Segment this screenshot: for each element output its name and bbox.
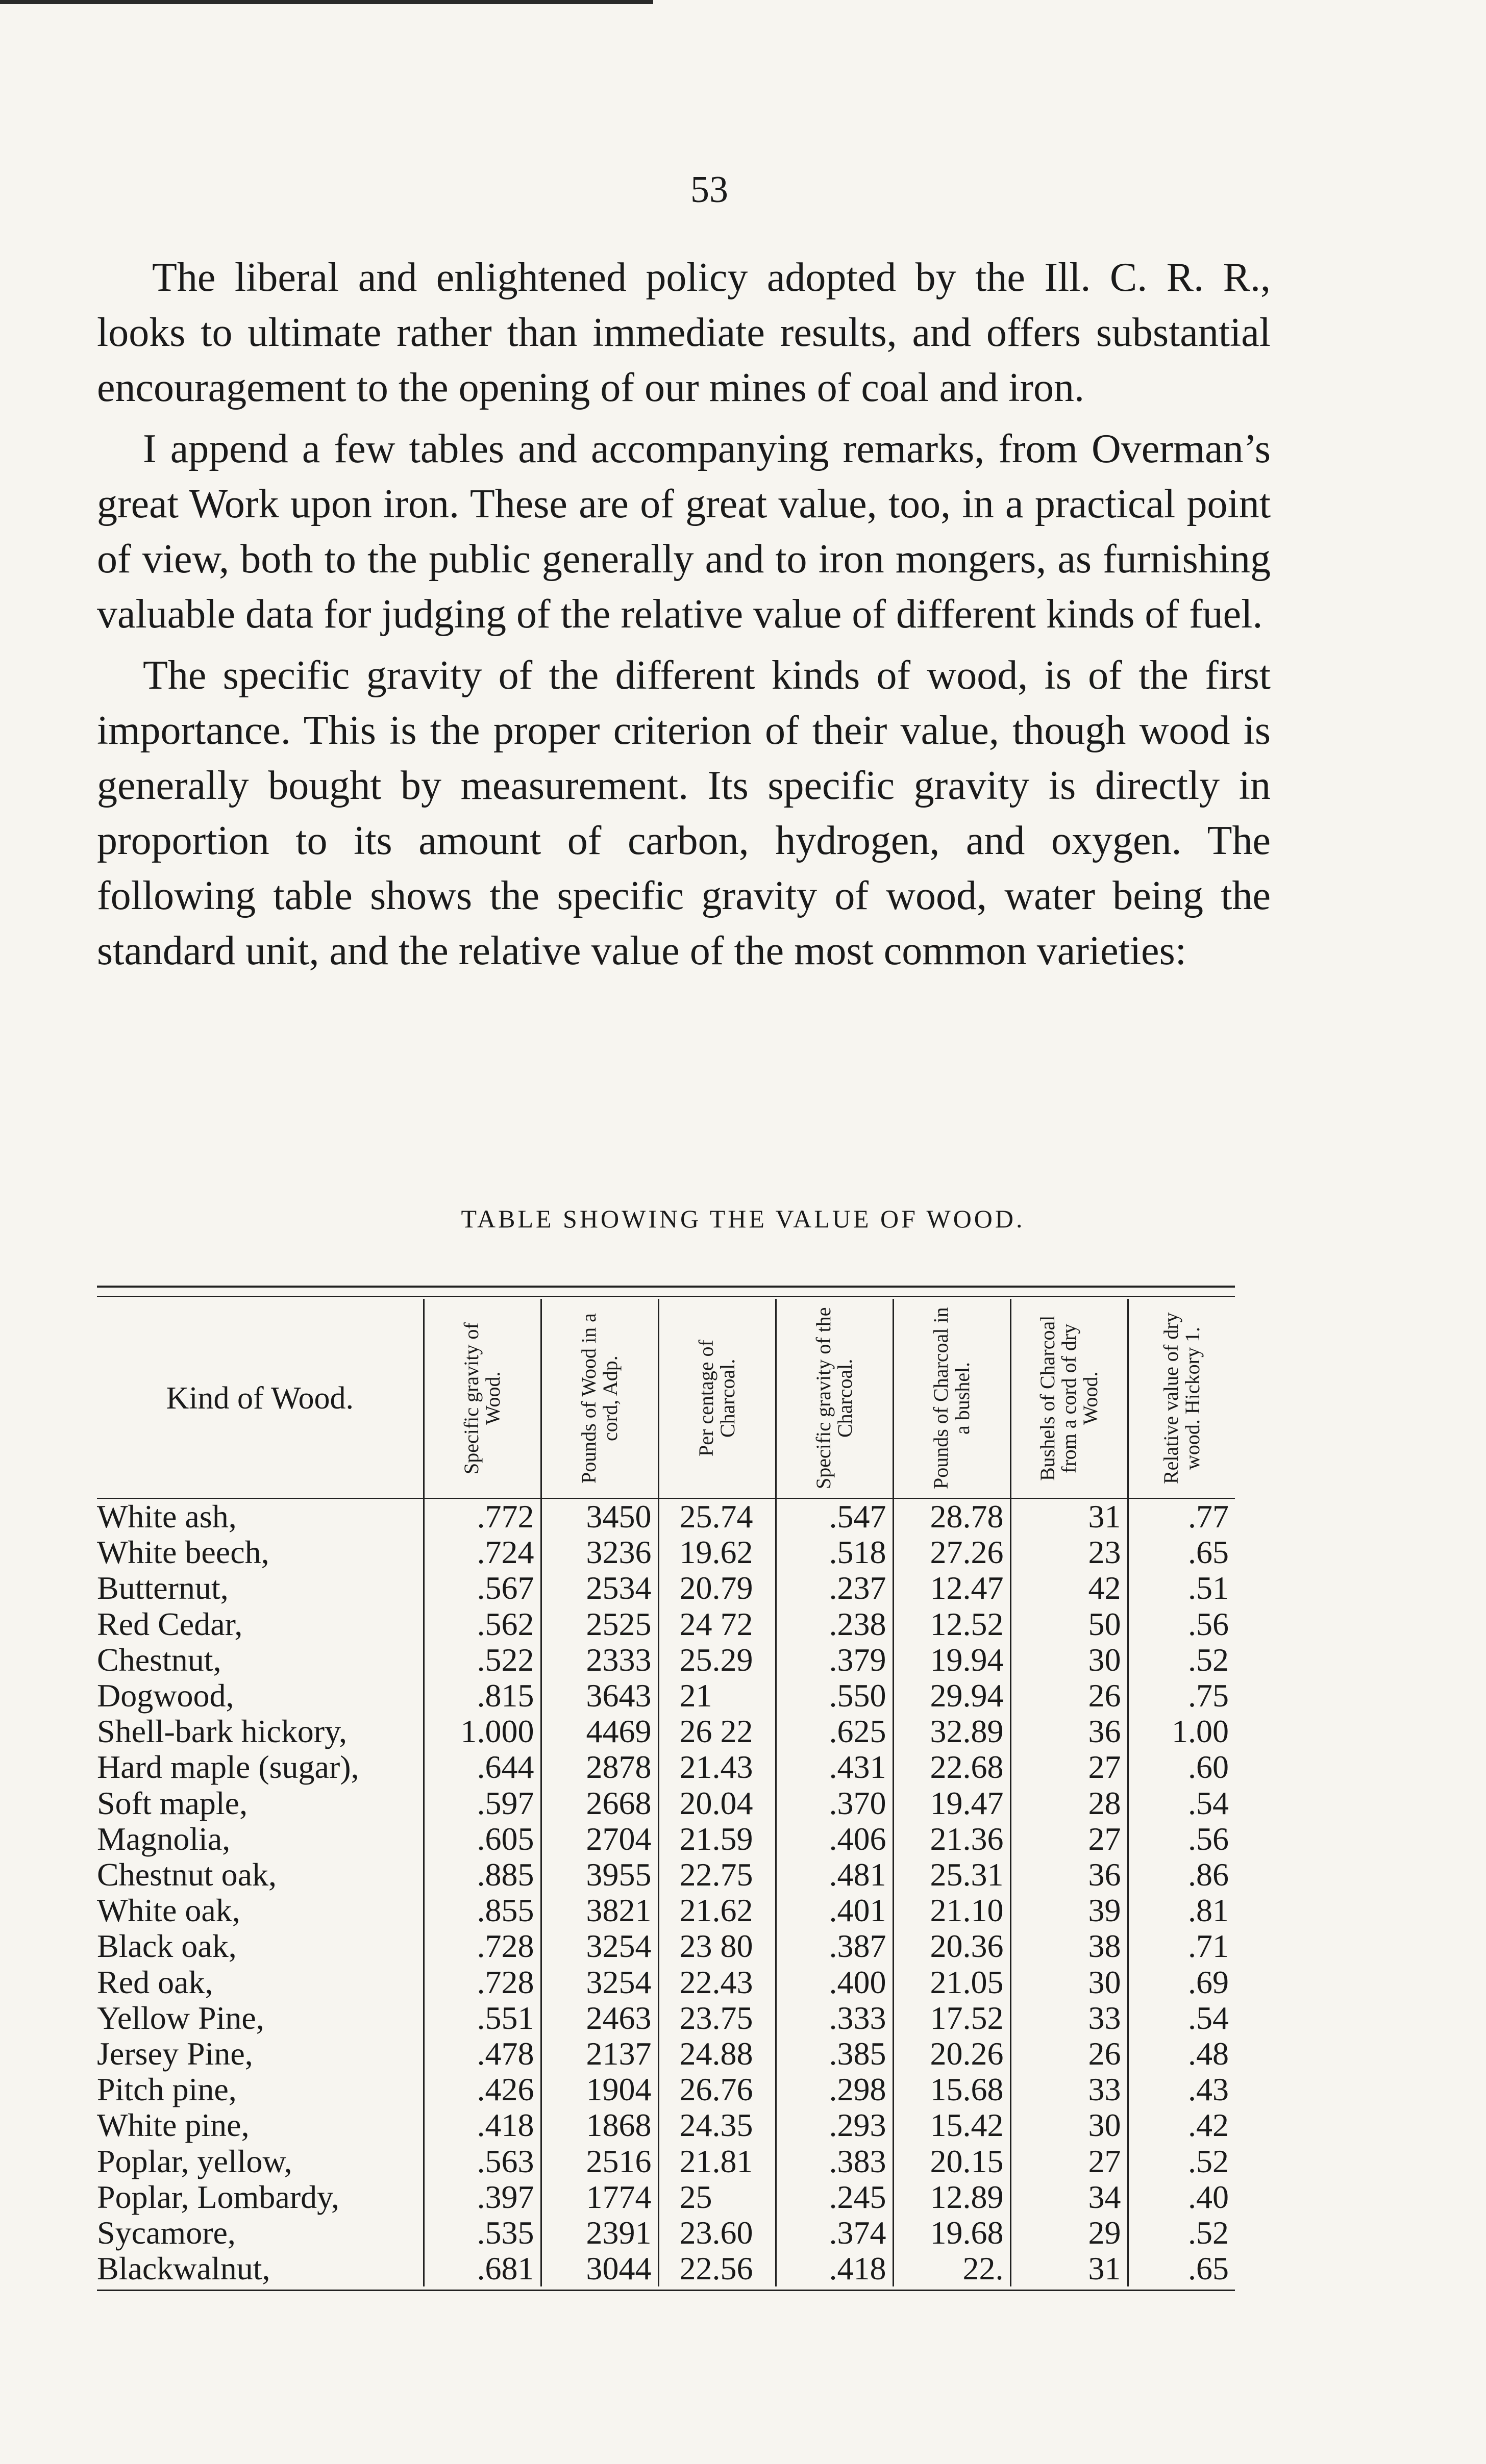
cell-specific-gravity: .605 — [424, 1821, 541, 1857]
cell-pounds-per-cord: 2137 — [541, 2036, 658, 2072]
cell-specific-gravity: .772 — [424, 1498, 541, 1535]
cell-kind-of-wood: Chestnut oak, — [97, 1856, 277, 1893]
cell-charcoal-per-bushel: 28.78 — [893, 1498, 1010, 1535]
table-row — [97, 2036, 1235, 2072]
cell-charcoal-gravity: .481 — [776, 1857, 893, 1893]
cell-specific-gravity: .597 — [424, 1786, 541, 1821]
cell-percentage-charcoal: 21.81 — [658, 2144, 776, 2179]
header-specific-gravity-label: Specific gravity of Wood. — [460, 1322, 504, 1474]
cell-specific-gravity: .815 — [424, 1678, 541, 1714]
cell-bushels-per-cord: 33 — [1010, 2000, 1128, 2036]
cell-bushels-per-cord: 36 — [1010, 1714, 1128, 1749]
cell-bushels-per-cord: 31 — [1010, 1498, 1128, 1535]
paragraph-3: The specific gravity of the different kinds of wood, is of the first importance. This is the proper criterion of their value, though wood is generally bought by measurement. Its specific gravity is directly in proportion to its amount of carbon, hydrogen, and oxygen. The following table shows the specific gravity of wood, water being the standard unit, and the relative value of the most common varieties: — [97, 653, 1271, 973]
cell-bushels-per-cord: 30 — [1010, 1642, 1128, 1678]
wood-value-table-wrap — [97, 1286, 1235, 2291]
cell-bushels-per-cord: 31 — [1010, 2251, 1128, 2286]
cell-pounds-per-cord: 3955 — [541, 1857, 658, 1893]
wood-value-table — [97, 1299, 1235, 2286]
cell-charcoal-gravity: .374 — [776, 2215, 893, 2251]
cell-charcoal-per-bushel: 29.94 — [893, 1678, 1010, 1714]
cell-charcoal-gravity: .383 — [776, 2144, 893, 2179]
cell-charcoal-per-bushel: 20.36 — [893, 1928, 1010, 1964]
cell-percentage-charcoal: 22.56 — [658, 2251, 776, 2286]
header-percentage-charcoal-label: Per centage of Charcoal. — [695, 1340, 739, 1457]
cell-percentage-charcoal: 20.79 — [658, 1570, 776, 1606]
cell-specific-gravity: .418 — [424, 2107, 541, 2143]
cell-specific-gravity: .478 — [424, 2036, 541, 2072]
cell-specific-gravity: .681 — [424, 2251, 541, 2286]
cell-charcoal-gravity: .625 — [776, 1714, 893, 1749]
table-top-rule — [97, 1286, 1235, 1290]
header-charcoal-gravity-label: Specific gravity of the Charcoal. — [812, 1307, 856, 1490]
cell-pounds-per-cord: 3044 — [541, 2251, 658, 2286]
cell-relative-value: .56 — [1128, 1821, 1235, 1857]
cell-charcoal-gravity: .406 — [776, 1821, 893, 1857]
cell-kind-of-wood: White ash, — [97, 1498, 237, 1535]
table-row — [97, 1965, 1235, 2000]
table-row — [97, 1857, 1235, 1893]
body-text — [97, 250, 1271, 985]
cell-percentage-charcoal: 22.75 — [658, 1857, 776, 1893]
table-row — [97, 2251, 1235, 2286]
cell-pounds-per-cord: 1868 — [541, 2107, 658, 2143]
cell-specific-gravity: .567 — [424, 1570, 541, 1606]
cell-kind-of-wood: Magnolia, — [97, 1820, 231, 1857]
cell-relative-value: .69 — [1128, 1965, 1235, 2000]
cell-relative-value: .65 — [1128, 1535, 1235, 1570]
cell-bushels-per-cord: 28 — [1010, 1786, 1128, 1821]
table-row — [97, 1714, 1235, 1749]
table-row — [97, 1678, 1235, 1714]
cell-kind-of-wood: Red oak, — [97, 1964, 213, 2000]
cell-relative-value: .81 — [1128, 1893, 1235, 1928]
cell-specific-gravity: .644 — [424, 1749, 541, 1785]
cell-specific-gravity: .562 — [424, 1606, 541, 1642]
cell-bushels-per-cord: 50 — [1010, 1606, 1128, 1642]
cell-kind-of-wood: Jersey Pine, — [97, 2035, 253, 2072]
cell-relative-value: .48 — [1128, 2036, 1235, 2072]
cell-kind-of-wood: Black oak, — [97, 1928, 237, 1965]
cell-pounds-per-cord: 2463 — [541, 2000, 658, 2036]
cell-charcoal-per-bushel: 20.15 — [893, 2144, 1010, 2179]
table-row — [97, 1498, 1235, 1535]
cell-bushels-per-cord: 23 — [1010, 1535, 1128, 1570]
table-row — [97, 2072, 1235, 2107]
cell-charcoal-per-bushel: 17.52 — [893, 2000, 1010, 2036]
cell-pounds-per-cord: 3821 — [541, 1893, 658, 1928]
cell-relative-value: .54 — [1128, 1786, 1235, 1821]
cell-kind-of-wood: Poplar, Lombardy, — [97, 2178, 339, 2215]
cell-pounds-per-cord: 3643 — [541, 1678, 658, 1714]
cell-charcoal-gravity: .550 — [776, 1678, 893, 1714]
cell-charcoal-gravity: .400 — [776, 1965, 893, 2000]
table-row — [97, 1642, 1235, 1678]
cell-charcoal-per-bushel: 21.05 — [893, 1965, 1010, 2000]
cell-percentage-charcoal: 26 22 — [658, 1714, 776, 1749]
cell-percentage-charcoal: 23 80 — [658, 1928, 776, 1964]
cell-percentage-charcoal: 25.29 — [658, 1642, 776, 1678]
cell-specific-gravity: .535 — [424, 2215, 541, 2251]
cell-charcoal-gravity: .387 — [776, 1928, 893, 1964]
cell-kind-of-wood: Soft maple, — [97, 1784, 248, 1821]
cell-charcoal-gravity: .333 — [776, 2000, 893, 2036]
header-percentage-charcoal — [658, 1299, 776, 1498]
cell-specific-gravity: .724 — [424, 1535, 541, 1570]
cell-relative-value: .54 — [1128, 2000, 1235, 2036]
cell-specific-gravity: .426 — [424, 2072, 541, 2107]
cell-pounds-per-cord: 2333 — [541, 1642, 658, 1678]
table-row — [97, 1749, 1235, 1785]
header-specific-gravity — [424, 1299, 541, 1498]
cell-relative-value: .75 — [1128, 1678, 1235, 1714]
table-bottom-rule — [97, 2290, 1235, 2291]
cell-bushels-per-cord: 39 — [1010, 1893, 1128, 1928]
cell-percentage-charcoal: 21 — [658, 1678, 776, 1714]
header-relative-value-label: Relative value of dry wood. Hickory 1. — [1159, 1312, 1204, 1485]
cell-percentage-charcoal: 23.75 — [658, 2000, 776, 2036]
table-row — [97, 1893, 1235, 1928]
cell-relative-value: .65 — [1128, 2251, 1235, 2286]
cell-charcoal-gravity: .518 — [776, 1535, 893, 1570]
cell-charcoal-gravity: .237 — [776, 1570, 893, 1606]
cell-specific-gravity: .728 — [424, 1928, 541, 1964]
cell-percentage-charcoal: 24.35 — [658, 2107, 776, 2143]
cell-percentage-charcoal: 25 — [658, 2179, 776, 2215]
cell-charcoal-per-bushel: 22.68 — [893, 1749, 1010, 1785]
cell-percentage-charcoal: 21.59 — [658, 1821, 776, 1857]
cell-charcoal-per-bushel: 12.47 — [893, 1570, 1010, 1606]
cell-bushels-per-cord: 26 — [1010, 1678, 1128, 1714]
cell-relative-value: 1.00 — [1128, 1714, 1235, 1749]
cell-specific-gravity: .885 — [424, 1857, 541, 1893]
cell-charcoal-gravity: .401 — [776, 1893, 893, 1928]
cell-pounds-per-cord: 2391 — [541, 2215, 658, 2251]
header-charcoal-per-bushel — [893, 1299, 1010, 1498]
cell-charcoal-per-bushel: 12.52 — [893, 1606, 1010, 1642]
cell-charcoal-per-bushel: 27.26 — [893, 1535, 1010, 1570]
cell-pounds-per-cord: 3254 — [541, 1965, 658, 2000]
cell-pounds-per-cord: 1904 — [541, 2072, 658, 2107]
cell-percentage-charcoal: 26.76 — [658, 2072, 776, 2107]
cell-relative-value: .56 — [1128, 1606, 1235, 1642]
cell-relative-value: .42 — [1128, 2107, 1235, 2143]
cell-specific-gravity: 1.000 — [424, 1714, 541, 1749]
page-number: 53 — [690, 169, 728, 211]
header-kind-of-wood: Kind of Wood. — [97, 1299, 424, 1498]
cell-kind-of-wood: White pine, — [97, 2107, 250, 2144]
cell-charcoal-per-bushel: 19.68 — [893, 2215, 1010, 2251]
cell-charcoal-per-bushel: 19.94 — [893, 1642, 1010, 1678]
paragraph-1: The liberal and enlightened policy adopted by the Ill. C. R. R., looks to ultimate rather than immediate results, and offers substantial encouragement to the opening of our mines of coal and iron. — [97, 255, 1271, 410]
table-row — [97, 2144, 1235, 2179]
cell-relative-value: .51 — [1128, 1570, 1235, 1606]
cell-kind-of-wood: Blackwalnut, — [97, 2250, 270, 2287]
cell-pounds-per-cord: 2534 — [541, 1570, 658, 1606]
table-row — [97, 2215, 1235, 2251]
cell-kind-of-wood: Poplar, yellow, — [97, 2143, 292, 2179]
cell-bushels-per-cord: 27 — [1010, 2144, 1128, 2179]
table-row — [97, 1535, 1235, 1570]
cell-pounds-per-cord: 3450 — [541, 1498, 658, 1535]
table-row — [97, 2179, 1235, 2215]
cell-kind-of-wood: Red Cedar, — [97, 1605, 243, 1642]
cell-charcoal-gravity: .370 — [776, 1786, 893, 1821]
cell-charcoal-per-bushel: 21.36 — [893, 1821, 1010, 1857]
cell-bushels-per-cord: 27 — [1010, 1821, 1128, 1857]
cell-pounds-per-cord: 4469 — [541, 1714, 658, 1749]
cell-kind-of-wood: Sycamore, — [97, 2215, 236, 2251]
table-row — [97, 2000, 1235, 2036]
cell-charcoal-gravity: .293 — [776, 2107, 893, 2143]
cell-relative-value: .52 — [1128, 2144, 1235, 2179]
cell-pounds-per-cord: 2668 — [541, 1786, 658, 1821]
cell-percentage-charcoal: 24.88 — [658, 2036, 776, 2072]
table-header-row — [97, 1299, 1235, 1498]
header-charcoal-gravity — [776, 1299, 893, 1498]
cell-charcoal-per-bushel: 22. — [893, 2251, 1010, 2286]
cell-charcoal-gravity: .418 — [776, 2251, 893, 2286]
cell-charcoal-gravity: .245 — [776, 2179, 893, 2215]
header-pounds-per-cord — [541, 1299, 658, 1498]
cell-kind-of-wood: Chestnut, — [97, 1641, 221, 1678]
cell-pounds-per-cord: 3254 — [541, 1928, 658, 1964]
header-charcoal-per-bushel-label: Pounds of Charcoal in a bushel. — [929, 1307, 974, 1490]
cell-percentage-charcoal: 22.43 — [658, 1965, 776, 2000]
cell-pounds-per-cord: 1774 — [541, 2179, 658, 2215]
cell-bushels-per-cord: 38 — [1010, 1928, 1128, 1964]
cell-bushels-per-cord: 29 — [1010, 2215, 1128, 2251]
cell-specific-gravity: .397 — [424, 2179, 541, 2215]
cell-specific-gravity: .522 — [424, 1642, 541, 1678]
cell-percentage-charcoal: 24 72 — [658, 1606, 776, 1642]
cell-percentage-charcoal: 21.62 — [658, 1893, 776, 1928]
cell-bushels-per-cord: 30 — [1010, 2107, 1128, 2143]
header-bushels-per-cord — [1010, 1299, 1128, 1498]
cell-kind-of-wood: White oak, — [97, 1892, 240, 1929]
cell-kind-of-wood: Butternut, — [97, 1570, 229, 1606]
cell-charcoal-per-bushel: 15.68 — [893, 2072, 1010, 2107]
cell-specific-gravity: .855 — [424, 1893, 541, 1928]
cell-bushels-per-cord: 27 — [1010, 1749, 1128, 1785]
cell-specific-gravity: .551 — [424, 2000, 541, 2036]
cell-relative-value: .71 — [1128, 1928, 1235, 1964]
cell-charcoal-per-bushel: 25.31 — [893, 1857, 1010, 1893]
cell-charcoal-per-bushel: 12.89 — [893, 2179, 1010, 2215]
cell-relative-value: .77 — [1128, 1498, 1235, 1535]
cell-charcoal-per-bushel: 20.26 — [893, 2036, 1010, 2072]
table-body — [97, 1498, 1235, 2286]
cell-charcoal-per-bushel: 32.89 — [893, 1714, 1010, 1749]
header-bushels-per-cord-label: Bushels of Charcoal from a cord of dry Wood. — [1036, 1315, 1102, 1481]
table-row — [97, 1606, 1235, 1642]
cell-charcoal-gravity: .238 — [776, 1606, 893, 1642]
cell-bushels-per-cord: 34 — [1010, 2179, 1128, 2215]
top-rule — [0, 0, 653, 4]
cell-percentage-charcoal: 21.43 — [658, 1749, 776, 1785]
cell-relative-value: .43 — [1128, 2072, 1235, 2107]
cell-charcoal-per-bushel: 15.42 — [893, 2107, 1010, 2143]
cell-kind-of-wood: White beech, — [97, 1534, 269, 1571]
cell-specific-gravity: .563 — [424, 2144, 541, 2179]
cell-bushels-per-cord: 30 — [1010, 1965, 1128, 2000]
paragraph-2: I append a few tables and accompanying remarks, from Overman’s great Work upon iron. These are of great value, too, in a practical point of view, both to the public generally and to iron mongers, as furnishing valuable data for judging of the relative value of different kinds of fuel. — [97, 426, 1271, 637]
table-row — [97, 1928, 1235, 1964]
table-row — [97, 1821, 1235, 1857]
cell-charcoal-per-bushel: 21.10 — [893, 1893, 1010, 1928]
cell-pounds-per-cord: 3236 — [541, 1535, 658, 1570]
cell-percentage-charcoal: 23.60 — [658, 2215, 776, 2251]
cell-percentage-charcoal: 19.62 — [658, 1535, 776, 1570]
table-top-rule-thin — [97, 1296, 1235, 1297]
cell-relative-value: .86 — [1128, 1857, 1235, 1893]
cell-kind-of-wood: Dogwood, — [97, 1677, 234, 1714]
cell-kind-of-wood: Shell-bark hickory, — [97, 1713, 347, 1750]
cell-charcoal-gravity: .431 — [776, 1749, 893, 1785]
cell-kind-of-wood: Pitch pine, — [97, 2071, 237, 2108]
cell-charcoal-gravity: .298 — [776, 2072, 893, 2107]
cell-relative-value: .52 — [1128, 1642, 1235, 1678]
cell-bushels-per-cord: 33 — [1010, 2072, 1128, 2107]
cell-charcoal-per-bushel: 19.47 — [893, 1786, 1010, 1821]
cell-charcoal-gravity: .385 — [776, 2036, 893, 2072]
cell-charcoal-gravity: .379 — [776, 1642, 893, 1678]
cell-relative-value: .40 — [1128, 2179, 1235, 2215]
cell-percentage-charcoal: 20.04 — [658, 1786, 776, 1821]
table-title: TABLE SHOWING THE VALUE OF WOOD. — [461, 1204, 1025, 1233]
cell-relative-value: .60 — [1128, 1749, 1235, 1785]
cell-pounds-per-cord: 2704 — [541, 1821, 658, 1857]
cell-bushels-per-cord: 36 — [1010, 1857, 1128, 1893]
table-row — [97, 1786, 1235, 1821]
cell-pounds-per-cord: 2525 — [541, 1606, 658, 1642]
cell-charcoal-gravity: .547 — [776, 1498, 893, 1535]
cell-kind-of-wood: Hard maple (sugar), — [97, 1749, 359, 1786]
cell-pounds-per-cord: 2516 — [541, 2144, 658, 2179]
cell-bushels-per-cord: 42 — [1010, 1570, 1128, 1606]
cell-kind-of-wood: Yellow Pine, — [97, 1999, 264, 2036]
cell-pounds-per-cord: 2878 — [541, 1749, 658, 1785]
cell-relative-value: .52 — [1128, 2215, 1235, 2251]
cell-specific-gravity: .728 — [424, 1965, 541, 2000]
cell-bushels-per-cord: 26 — [1010, 2036, 1128, 2072]
table-row — [97, 1570, 1235, 1606]
header-relative-value — [1128, 1299, 1235, 1498]
cell-percentage-charcoal: 25.74 — [658, 1498, 776, 1535]
table-row — [97, 2107, 1235, 2143]
header-pounds-per-cord-label: Pounds of Wood in a cord, Adp. — [577, 1313, 622, 1484]
